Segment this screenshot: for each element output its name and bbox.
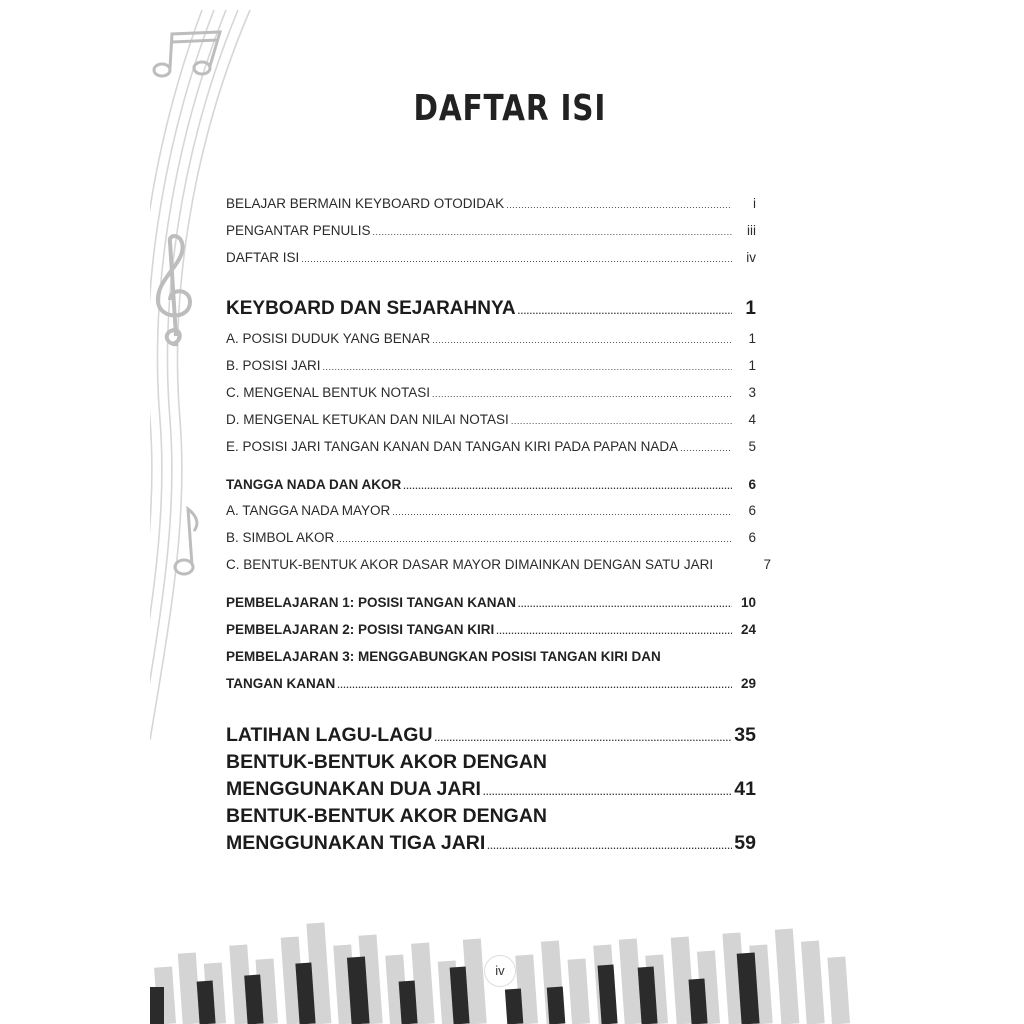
toc-lesson-2[interactable]: PEMBELAJARAN 2: POSISI TANGAN KIRI ..... 24 bbox=[226, 622, 756, 637]
toc-entry-posisi-duduk[interactable]: A. POSISI DUDUK YANG BENAR ..... 1 bbox=[226, 331, 756, 346]
toc-lesson-3[interactable]: TANGAN KANAN ..... 29 bbox=[226, 676, 756, 691]
toc-chapter-latihan[interactable]: LATIHAN LAGU-LAGU ..... 35 bbox=[226, 724, 756, 747]
toc-entry-daftar-isi[interactable]: DAFTAR ISI ..... iv bbox=[226, 250, 756, 265]
treble-clef-icon bbox=[152, 232, 198, 352]
toc-entry-bentuk-notasi[interactable]: C. MENGENAL BENTUK NOTASI ..... 3 bbox=[226, 385, 756, 400]
toc-entry-otodidak[interactable]: BELAJAR BERMAIN KEYBOARD OTODIDAK ..... i bbox=[226, 196, 756, 211]
toc-chapter-tiga-jari-line1[interactable]: BENTUK-BENTUK AKOR DENGAN bbox=[226, 805, 548, 827]
eighth-note-icon bbox=[170, 505, 204, 580]
toc-entry-tangga-nada-mayor[interactable]: A. TANGGA NADA MAYOR ..... 6 bbox=[226, 503, 756, 518]
toc-entry-posisi-jari[interactable]: B. POSISI JARI ..... 1 bbox=[226, 358, 756, 373]
page-number: iv bbox=[484, 955, 516, 987]
toc-lesson-1[interactable]: PEMBELAJARAN 1: POSISI TANGAN KANAN ..... 10 bbox=[226, 595, 756, 610]
toc-chapter-dua-jari[interactable]: MENGGUNAKAN DUA JARI ..... 41 bbox=[226, 778, 756, 801]
toc-entry-ketukan[interactable]: D. MENGENAL KETUKAN DAN NILAI NOTASI ..... 4 bbox=[226, 412, 756, 427]
toc-entry-akor-satu-jari[interactable]: C. BENTUK-BENTUK AKOR DASAR MAYOR DIMAINKAN DENGAN SATU JARI 7 bbox=[226, 557, 771, 572]
toc-chapter-tiga-jari[interactable]: MENGGUNAKAN TIGA JARI ..... 59 bbox=[226, 832, 756, 855]
beamed-notes-icon bbox=[150, 28, 230, 83]
toc-entry-papan-nada[interactable]: E. POSISI JARI TANGAN KANAN DAN TANGAN KIRI PADA PAPAN NADA ..... 5 bbox=[226, 439, 756, 454]
toc-chapter-keyboard[interactable]: KEYBOARD DAN SEJARAHNYA ..... 1 bbox=[226, 298, 756, 320]
toc-lesson-3-line1[interactable]: PEMBELAJARAN 3: MENGGABUNGKAN POSISI TANGAN KIRI DAN bbox=[226, 649, 661, 664]
page-title: DAFTAR ISI bbox=[413, 88, 607, 129]
toc-chapter-dua-jari-line1[interactable]: BENTUK-BENTUK AKOR DENGAN bbox=[226, 751, 548, 773]
toc-section-tangga-nada[interactable]: TANGGA NADA DAN AKOR ..... 6 bbox=[226, 477, 756, 492]
toc-entry-pengantar[interactable]: PENGANTAR PENULIS ..... iii bbox=[226, 223, 756, 238]
toc-entry-simbol-akor[interactable]: B. SIMBOL AKOR ..... 6 bbox=[226, 530, 756, 545]
